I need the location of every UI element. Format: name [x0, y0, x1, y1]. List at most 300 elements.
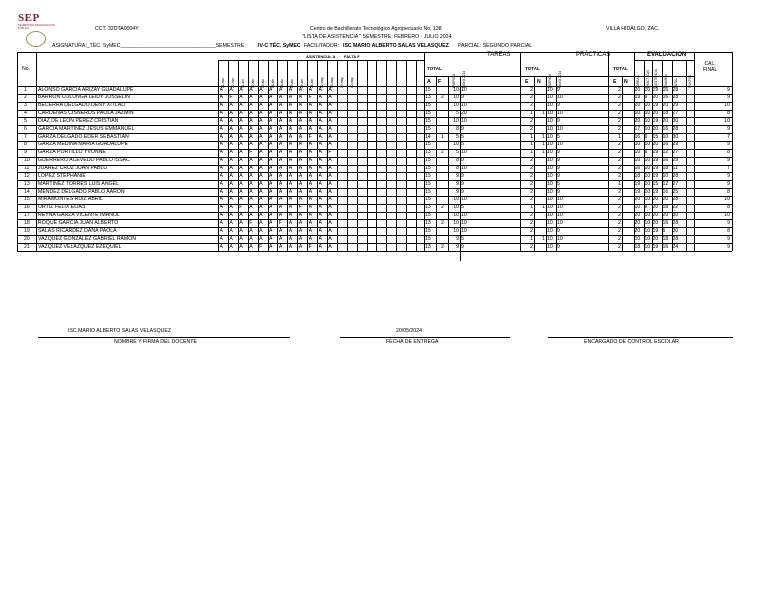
score-1: 10 — [453, 94, 459, 101]
small-header: MAYO 2024 — [558, 70, 562, 88]
tareas-total: 1 — [530, 149, 533, 156]
practica-2: 5 — [557, 133, 560, 140]
score-2: 10 — [461, 102, 467, 109]
attendance-mark: A — [318, 227, 322, 234]
attendance-mark: A — [269, 165, 273, 171]
attendance-mark: A — [318, 94, 322, 101]
eval-score: 18 — [662, 110, 669, 117]
total-subline — [424, 76, 520, 77]
attendance-mark: A — [249, 227, 253, 234]
attendance-mark: A — [328, 102, 332, 109]
eval-score: 20 — [662, 102, 669, 109]
attendance-mark: A — [298, 125, 303, 132]
attendance-mark: A — [249, 165, 253, 171]
practicas-total: 2 — [618, 227, 621, 234]
attendance-mark: A — [318, 219, 322, 226]
row-line — [17, 149, 732, 150]
row-number: 20 — [24, 235, 30, 242]
attendance-mark: A — [308, 110, 313, 117]
attendance-mark: A — [308, 157, 313, 164]
practica-1: 10 — [547, 149, 553, 156]
attendance-mark: A — [219, 133, 223, 140]
student-name: ROQUE GARCIA JUAN ALBERTO — [38, 219, 119, 226]
total-absent: 2 — [441, 94, 444, 101]
final-grade: 10 — [724, 212, 730, 219]
date-header: 26-abr — [310, 78, 315, 88]
final-grade: 9 — [727, 172, 730, 179]
eval-score: 19 — [652, 227, 659, 234]
eval-score: 27 — [672, 149, 679, 156]
falta-legend: FALTA F — [344, 54, 360, 59]
final-grade: 9 — [727, 180, 730, 187]
student-name: BECERRA DELGADO DENY XITLALI — [38, 102, 126, 109]
teacher-name: ISC.MARIO ALBERTO SALAS VELASQUEZ — [68, 328, 172, 334]
attendance-mark: A — [219, 125, 223, 132]
facilitador-name: ISC MARIO ALBERTO SALAS VELASQUEZ — [343, 43, 449, 49]
eval-score: 19 — [652, 86, 659, 93]
column-border — [694, 52, 695, 251]
score-2: 5 — [461, 204, 464, 211]
attendance-mark: A — [259, 165, 263, 171]
eval-score: 29 — [672, 102, 679, 109]
attendance-mark: A — [288, 149, 293, 156]
score-2: 9 — [461, 188, 464, 195]
attendance-mark: A — [269, 110, 273, 117]
delivery-date: 20/05/2024 — [396, 328, 422, 334]
final-grade: 8 — [727, 204, 730, 211]
attendance-mark: F — [308, 243, 312, 250]
attendance-mark: A — [229, 212, 233, 219]
practica-2: 10 — [557, 141, 563, 148]
attendance-mark: A — [259, 204, 263, 211]
tareas-total: 2 — [530, 180, 533, 187]
total-present: 15 — [425, 141, 431, 148]
row-number: 8 — [24, 141, 27, 148]
eval-score: 28 — [672, 125, 679, 132]
total-present: 13 — [425, 149, 431, 156]
practicas-total: 1 — [618, 180, 621, 187]
eval-score: 16 — [662, 188, 669, 195]
row-number: 11 — [24, 165, 30, 171]
eval-score: 16 — [662, 125, 669, 132]
total-present: 13 — [425, 243, 431, 250]
teacher-signature-line — [38, 337, 290, 338]
eval-score: 15 — [652, 180, 659, 187]
attendance-mark: A — [219, 172, 223, 179]
eval-score: 19 — [634, 188, 641, 195]
row-line — [17, 227, 732, 228]
score-2: 10 — [461, 227, 467, 234]
attendance-mark: A — [269, 141, 273, 148]
tail-line — [460, 251, 461, 261]
date-header: 15-abr — [260, 78, 265, 88]
total-absent: 1 — [441, 133, 444, 140]
eval-score: 10 — [662, 133, 669, 140]
practicas-total: 2 — [618, 117, 621, 124]
eval-score: 19 — [652, 243, 659, 250]
attendance-mark: A — [328, 212, 332, 219]
attendance-mark: A — [239, 235, 243, 242]
attendance-mark: A — [249, 117, 253, 124]
eval-score: 10 — [662, 172, 669, 179]
score-1: 8 — [456, 125, 459, 132]
practicas-total: 2 — [618, 204, 621, 211]
attendance-mark: A — [229, 188, 233, 195]
practica-2: 9 — [557, 117, 560, 124]
eval-header: PRACTICAS — [646, 69, 650, 88]
student-name: VAZQUEZ VELAZQUEZ EZEQUIEL — [38, 243, 122, 250]
attendance-mark: A — [219, 219, 223, 226]
attendance-mark: A — [229, 180, 233, 187]
practica-1: 10 — [547, 212, 553, 219]
attendance-mark: A — [298, 227, 303, 234]
attendance-mark: A — [288, 235, 293, 242]
practica-2: 10 — [557, 196, 563, 203]
attendance-mark: A — [278, 94, 283, 101]
score-2: 20 — [461, 110, 467, 117]
attendance-mark: A — [249, 94, 253, 101]
attendance-mark: A — [288, 133, 293, 140]
attendance-mark: A — [249, 141, 253, 148]
student-name: SALAS RICARDEZ DANA PAOLA — [38, 227, 117, 234]
student-name: GUERRERO ACEVEDO PABLO ISSAC — [38, 157, 130, 164]
eval-score: 16 — [662, 141, 669, 148]
attendance-mark: A — [239, 188, 243, 195]
score-1: 9 — [456, 172, 459, 179]
final-grade: 9 — [727, 141, 730, 148]
tareas-total: 2 — [530, 102, 533, 109]
total-present: 15 — [425, 157, 431, 164]
row-number: 10 — [24, 157, 30, 164]
attendance-mark: F — [239, 204, 243, 211]
eval-score: 16 — [634, 165, 641, 171]
attendance-mark: A — [298, 94, 303, 101]
date-column-line — [386, 60, 387, 251]
attendance-mark: A — [239, 149, 243, 156]
practica-1: 10 — [547, 243, 553, 250]
attendance-mark: A — [298, 172, 303, 179]
eval-score: 20 — [662, 212, 669, 219]
practica-1: 10 — [547, 157, 553, 164]
score-2: 10 — [461, 117, 467, 124]
attendance-mark: A — [239, 102, 243, 109]
attendance-mark: A — [249, 196, 253, 203]
attendance-mark: A — [259, 133, 263, 140]
final-grade: 7 — [727, 165, 730, 171]
attendance-mark: F — [278, 219, 283, 226]
score-1: 10 — [453, 86, 459, 93]
asistencia-legend: ASISTENCIA: A — [306, 54, 336, 59]
practica-1: 10 — [547, 235, 553, 242]
attendance-mark: A — [288, 141, 293, 148]
total-present: 13 — [425, 94, 431, 101]
practicas-total: 2 — [618, 172, 621, 179]
attendance-mark: A — [278, 204, 283, 211]
total-present: 15 — [425, 196, 431, 203]
score-2: 9 — [461, 125, 464, 132]
row-number: 17 — [24, 212, 30, 219]
row-number: 3 — [24, 102, 27, 109]
eval-score: 28 — [672, 219, 679, 226]
score-2: 10 — [461, 165, 467, 171]
column-border — [36, 52, 37, 251]
practica-1: 10 — [547, 165, 553, 171]
attendance-mark: A — [308, 117, 313, 124]
score-2: 5 — [461, 133, 464, 140]
total-present: 15 — [425, 212, 431, 219]
attendance-mark: A — [259, 125, 263, 132]
attendance-mark: A — [259, 180, 263, 187]
attendance-mark: A — [298, 235, 303, 242]
attendance-mark: A — [298, 196, 303, 203]
evaluacion-header: EVALUACION — [647, 52, 687, 58]
practica-2: 9 — [557, 227, 560, 234]
attendance-mark: A — [278, 133, 283, 140]
student-name: ALONSO GARCIA ARIZAY GUADALUPE — [38, 86, 134, 93]
attendance-mark: A — [288, 110, 293, 117]
date-caption: FECHA DE ENTREGA — [386, 339, 439, 345]
attendance-mark: A — [229, 86, 233, 93]
practica-2: 9 — [557, 149, 560, 156]
attendance-mark: A — [328, 219, 332, 226]
attendance-mark: A — [239, 212, 243, 219]
attendance-mark: A — [269, 172, 273, 179]
eval-header: TAREAS — [636, 75, 640, 88]
practica-2: 10 — [557, 110, 563, 117]
attendance-mark: A — [219, 117, 223, 124]
attendance-mark: A — [269, 125, 273, 132]
attendance-mark: A — [318, 165, 322, 171]
student-name: GARCIA MARTINEZ JESUS EMMANUEL — [38, 125, 135, 132]
attendance-mark: A — [318, 117, 322, 124]
tareas-total: 2 — [530, 243, 533, 250]
date-header: 22-mar — [230, 77, 235, 88]
date-header: 25-abr — [300, 78, 305, 88]
sub-column-line — [534, 76, 535, 251]
eval-score: 30 — [672, 133, 679, 140]
attendance-mark: A — [298, 243, 303, 250]
attendance-mark: A — [239, 141, 243, 148]
final-grade: 9 — [727, 125, 730, 132]
eval-score: 9 — [644, 133, 648, 140]
attendance-mark: A — [288, 219, 293, 226]
attendance-mark: A — [318, 125, 322, 132]
row-number: 9 — [24, 149, 27, 156]
attendance-mark: A — [269, 204, 273, 211]
list-title: "LISTA DE ASISTENCIA " SEMESTRE: FEBRERO - JULIO 2024 — [302, 34, 452, 40]
attendance-mark: A — [298, 102, 303, 109]
eval-header: TOTAL — [674, 78, 678, 88]
practica-2: 9 — [557, 165, 560, 171]
attendance-mark: A — [308, 172, 313, 179]
practica-2: 9 — [557, 188, 560, 195]
score-2: 9 — [461, 157, 464, 164]
small-header: ENERO A — [452, 73, 456, 88]
practica-1: 10 — [547, 133, 553, 140]
student-name: GARZA PORTILLO YVONNE — [38, 149, 106, 156]
attendance-mark: A — [249, 102, 253, 109]
attendance-mark: A — [278, 110, 283, 117]
eval-score: 20 — [634, 102, 641, 109]
final-grade: 7 — [727, 133, 730, 140]
attendance-mark: A — [298, 117, 303, 124]
practicas-header: PRÁCTICAS — [576, 52, 611, 58]
cal-final-header: CAL. FINAL — [703, 61, 718, 73]
eval-score: 19 — [652, 117, 659, 124]
eval-score: 10 — [644, 172, 651, 179]
practica-1: 10 — [547, 117, 553, 124]
eval-score: 28 — [672, 94, 679, 101]
logo-text: SEP — [18, 12, 40, 24]
row-number: 1 — [24, 86, 27, 93]
attendance-mark: A — [239, 110, 243, 117]
student-name: ORTIZ FELIX ELIAS — [38, 204, 86, 211]
total-tareas-header: TOTAL — [525, 66, 540, 71]
attendance-mark: A — [269, 196, 273, 203]
date-header: 16-abr — [270, 78, 275, 88]
score-1: 8 — [456, 165, 459, 171]
attendance-mark: A — [249, 110, 253, 117]
student-name: REYNA GARZA VICENTE IMANOL — [38, 212, 120, 219]
practica-2: 9 — [557, 172, 560, 179]
eval-score: 20 — [652, 94, 659, 101]
eval-score: 20 — [662, 196, 669, 203]
attendance-mark: A — [229, 196, 233, 203]
eval-column-line — [686, 60, 687, 251]
attendance-mark: A — [259, 196, 263, 203]
eval-score: 10 — [634, 149, 641, 156]
final-grade: 10 — [724, 102, 730, 109]
practica-1: 10 — [547, 180, 553, 187]
student-name: MENDEZ DELGADO PABLO AARON — [38, 188, 125, 195]
eval-score: 18 — [662, 235, 669, 242]
practicas-total: 2 — [618, 243, 621, 250]
attendance-mark: A — [278, 149, 283, 156]
row-line — [17, 243, 732, 244]
date-header: 11-abr — [240, 79, 245, 88]
eval-score: 20 — [652, 110, 659, 117]
attendance-mark: A — [259, 102, 263, 109]
attendance-mark: A — [328, 110, 332, 117]
practica-2: 10 — [557, 235, 563, 242]
total-present: 15 — [425, 235, 431, 242]
practica-2: 9 — [557, 102, 560, 109]
attendance-mark: A — [269, 102, 273, 109]
student-name: VAZQUEZ GONZALEZ GABRIEL RAMON — [38, 235, 136, 242]
eval-header: EXAMEN — [664, 74, 668, 88]
attendance-mark: A — [269, 133, 273, 140]
n-header-tareas: N — [537, 79, 541, 85]
attendance-mark: A — [239, 125, 243, 132]
eval-score: 20 — [652, 196, 659, 203]
row-line — [17, 180, 732, 181]
attendance-mark: A — [269, 157, 273, 164]
total-present: 15 — [425, 172, 431, 179]
eval-score: 28 — [672, 235, 679, 242]
attendance-mark: A — [278, 102, 283, 109]
eval-score: 20 — [662, 117, 669, 124]
attendance-mark: A — [278, 180, 283, 187]
sub-column-line — [622, 76, 623, 251]
practicas-total: 2 — [618, 165, 621, 171]
final-grade: 9 — [727, 94, 730, 101]
attendance-mark: A — [249, 243, 253, 250]
location: VILLA HIDALGO, ZAC. — [606, 26, 660, 32]
tareas-total: 2 — [530, 94, 533, 101]
attendance-mark: A — [288, 117, 293, 124]
student-name: MIRAMONTES RUIZ ABRIL — [38, 196, 103, 203]
attendance-mark: A — [318, 172, 322, 179]
attendance-mark: A — [249, 133, 253, 140]
attendance-mark: A — [318, 180, 322, 187]
final-grade: 9 — [727, 243, 730, 250]
practica-2: 10 — [557, 94, 563, 101]
eval-score: 10 — [634, 141, 641, 148]
eval-score: 20 — [634, 86, 641, 93]
attendance-mark: A — [308, 141, 313, 148]
eval-score: 10 — [644, 165, 651, 171]
e-header-tareas: E — [525, 79, 529, 85]
attendance-mark: A — [328, 188, 332, 195]
eval-score: 16 — [662, 219, 669, 226]
n-header-practicas: N — [624, 79, 628, 85]
eval-score: 10 — [634, 110, 641, 117]
eval-score: 18 — [662, 165, 669, 171]
total-present: 15 — [425, 125, 431, 132]
date-column-line — [396, 60, 397, 251]
tareas-total: 2 — [530, 227, 533, 234]
practica-2: 10 — [557, 125, 563, 132]
row-number: 4 — [24, 110, 27, 117]
date-column-line — [367, 60, 368, 251]
practicas-total: 1 — [618, 133, 621, 140]
attendance-mark: A — [328, 235, 332, 242]
attendance-mark: A — [259, 86, 263, 93]
eval-score: 29 — [672, 141, 679, 148]
final-grade: 9 — [727, 219, 730, 226]
eval-score: 18 — [634, 243, 641, 250]
attendance-mark: A — [219, 235, 223, 242]
score-1: 10 — [453, 227, 459, 234]
tareas-total: 1 — [530, 133, 533, 140]
attendance-mark: A — [318, 141, 322, 148]
eval-score: 10 — [644, 243, 651, 250]
attendance-mark: A — [308, 149, 313, 156]
eval-score: 20 — [652, 235, 659, 242]
eval-score: 30 — [672, 212, 679, 219]
cct-code: CCT. 32DTA0004Y — [95, 26, 139, 32]
attendance-mark: A — [288, 94, 293, 101]
eval-score: 27 — [672, 180, 679, 187]
practica-1: 10 — [547, 125, 553, 132]
final-grade: 8 — [727, 149, 730, 156]
eval-score: 9 — [644, 149, 648, 156]
eval-score: 20 — [634, 219, 641, 226]
attendance-mark: A — [239, 243, 243, 250]
attendance-mark: A — [298, 165, 303, 171]
attendance-mark: A — [219, 212, 223, 219]
eval-score: 12 — [662, 149, 669, 156]
date-header: 09-may — [339, 77, 344, 88]
date-header: 12-abr — [250, 78, 255, 88]
tareas-total: 2 — [530, 188, 533, 195]
attendance-mark: A — [278, 165, 283, 171]
final-grade: 9 — [727, 157, 730, 164]
attendance-mark: A — [239, 172, 243, 179]
score-1: 10 — [453, 204, 459, 211]
eval-score: 20 — [652, 125, 659, 132]
total-present: 15 — [425, 102, 431, 109]
